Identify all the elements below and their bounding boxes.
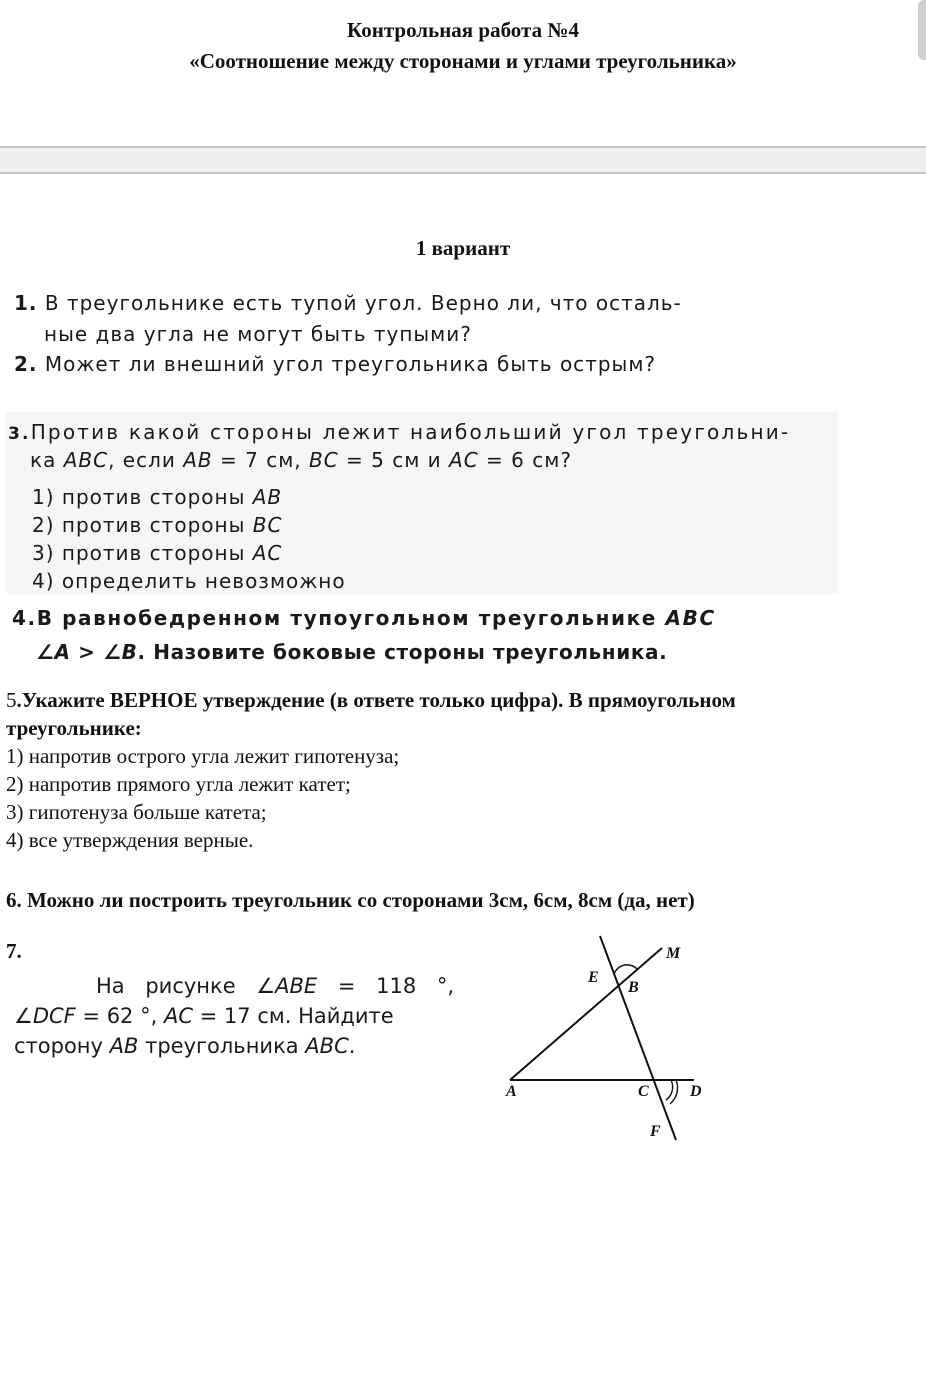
question-number: 2. [14, 352, 38, 376]
option-text: 3) против стороны [32, 541, 253, 565]
text-fragment: = 7 см, [212, 448, 309, 472]
question-number: 5 [6, 688, 17, 712]
question-text: треугольнике: [6, 716, 142, 740]
angle-condition: ∠A > ∠B [36, 640, 138, 664]
question-4-continued [36, 640, 667, 664]
answer-option-3 [32, 541, 282, 565]
answer-option-2: 2) напротив прямого угла лежит катет; [6, 772, 351, 796]
question-text: Может ли внешний угол треугольника быть острым? [44, 352, 657, 376]
point-label-e: E [588, 969, 599, 986]
angle-name: ∠ABE [256, 974, 318, 998]
point-label-c: C [638, 1083, 649, 1100]
question-2 [14, 352, 656, 376]
question-text: В равнобедренном тупоугольном треугольнике [36, 606, 666, 630]
point-label-m: M [666, 945, 681, 962]
side-name: AC [252, 541, 283, 565]
text-fragment: ка [30, 448, 64, 472]
question-number: 4. [12, 606, 37, 630]
question-3 [8, 420, 790, 444]
line-am [510, 948, 662, 1080]
option-text: 4) определить невозможно [32, 569, 346, 593]
question-4 [12, 606, 716, 630]
question-7-line-1 [96, 972, 454, 1001]
side-name: AB [252, 485, 283, 509]
question-number: 7. [6, 939, 22, 963]
triangle-figure [490, 930, 730, 1145]
question-text: .Укажите ВЕРНОЕ утверждение (в ответе только цифра). В прямоугольном [16, 688, 736, 712]
point-label-b: B [628, 979, 639, 996]
option-text: 1) против стороны [32, 485, 253, 509]
question-7-line-3 [14, 1032, 355, 1061]
triangle-name: ABC [305, 1034, 349, 1058]
answer-option-1: 1) напротив острого угла лежит гипотенуза; [6, 744, 400, 768]
answer-option-4 [32, 569, 346, 593]
line-ef [600, 936, 676, 1140]
answer-option-4: 4) все утверждения верные. [6, 828, 254, 852]
triangle-name: ABC [665, 606, 716, 630]
triangle-name: ABC [63, 448, 109, 472]
point-label-a: A [506, 1083, 517, 1100]
answer-option-1 [32, 485, 282, 509]
question-6: 6. Можно ли построить треугольник со сторонами 3см, 6см, 8см (да, нет) [6, 888, 695, 912]
side-name: BC [252, 513, 283, 537]
angle-name: ∠DCF [14, 1004, 76, 1028]
question-number: 3. [8, 424, 31, 444]
question-text: На рисунке [96, 974, 257, 998]
question-text: = 17 см. Найдите [192, 1004, 394, 1028]
page-title: Контрольная работа №4 [347, 18, 579, 42]
side-name: BC [309, 448, 339, 472]
text-fragment: , если [108, 448, 184, 472]
side-name: AC [163, 1004, 193, 1028]
question-3-continued [30, 448, 572, 472]
side-name: AC [449, 448, 479, 472]
question-7-line-2 [14, 1002, 394, 1031]
text-fragment: = 6 см? [478, 448, 572, 472]
variant-heading: 1 вариант [415, 236, 511, 260]
question-5-continued [6, 716, 142, 741]
question-text: В треугольнике есть тупой угол. Верно ли, что осталь- [44, 291, 682, 315]
option-text: 2) против стороны [32, 513, 253, 537]
question-text: сторону [14, 1034, 110, 1058]
page-divider [0, 146, 926, 174]
question-number: 1. [14, 291, 38, 315]
question-text: = 118 °, [317, 974, 455, 998]
page-subtitle: «Соотношение между сторонами и углами треугольника» [189, 49, 737, 73]
answer-option-2 [32, 513, 282, 537]
side-name: AB [109, 1034, 139, 1058]
question-text: . [348, 1034, 356, 1058]
question-text: треугольника [138, 1034, 306, 1058]
question-1 [14, 291, 682, 315]
point-label-f: F [650, 1123, 661, 1140]
question-text: = 62 °, [75, 1004, 164, 1028]
question-text: . Назовите боковые стороны треугольника. [137, 640, 668, 664]
question-5 [6, 688, 736, 713]
answer-option-3: 3) гипотенуза больше катета; [6, 800, 267, 824]
point-label-d: D [690, 1083, 702, 1100]
question-text: Против какой стороны лежит наибольший угол треугольни- [30, 420, 791, 444]
angle-arc-dcf [666, 1080, 673, 1100]
side-name: AB [183, 448, 213, 472]
question-1-continued: ные два угла не могут быть тупыми? [44, 322, 472, 346]
text-fragment: = 5 см и [338, 448, 450, 472]
